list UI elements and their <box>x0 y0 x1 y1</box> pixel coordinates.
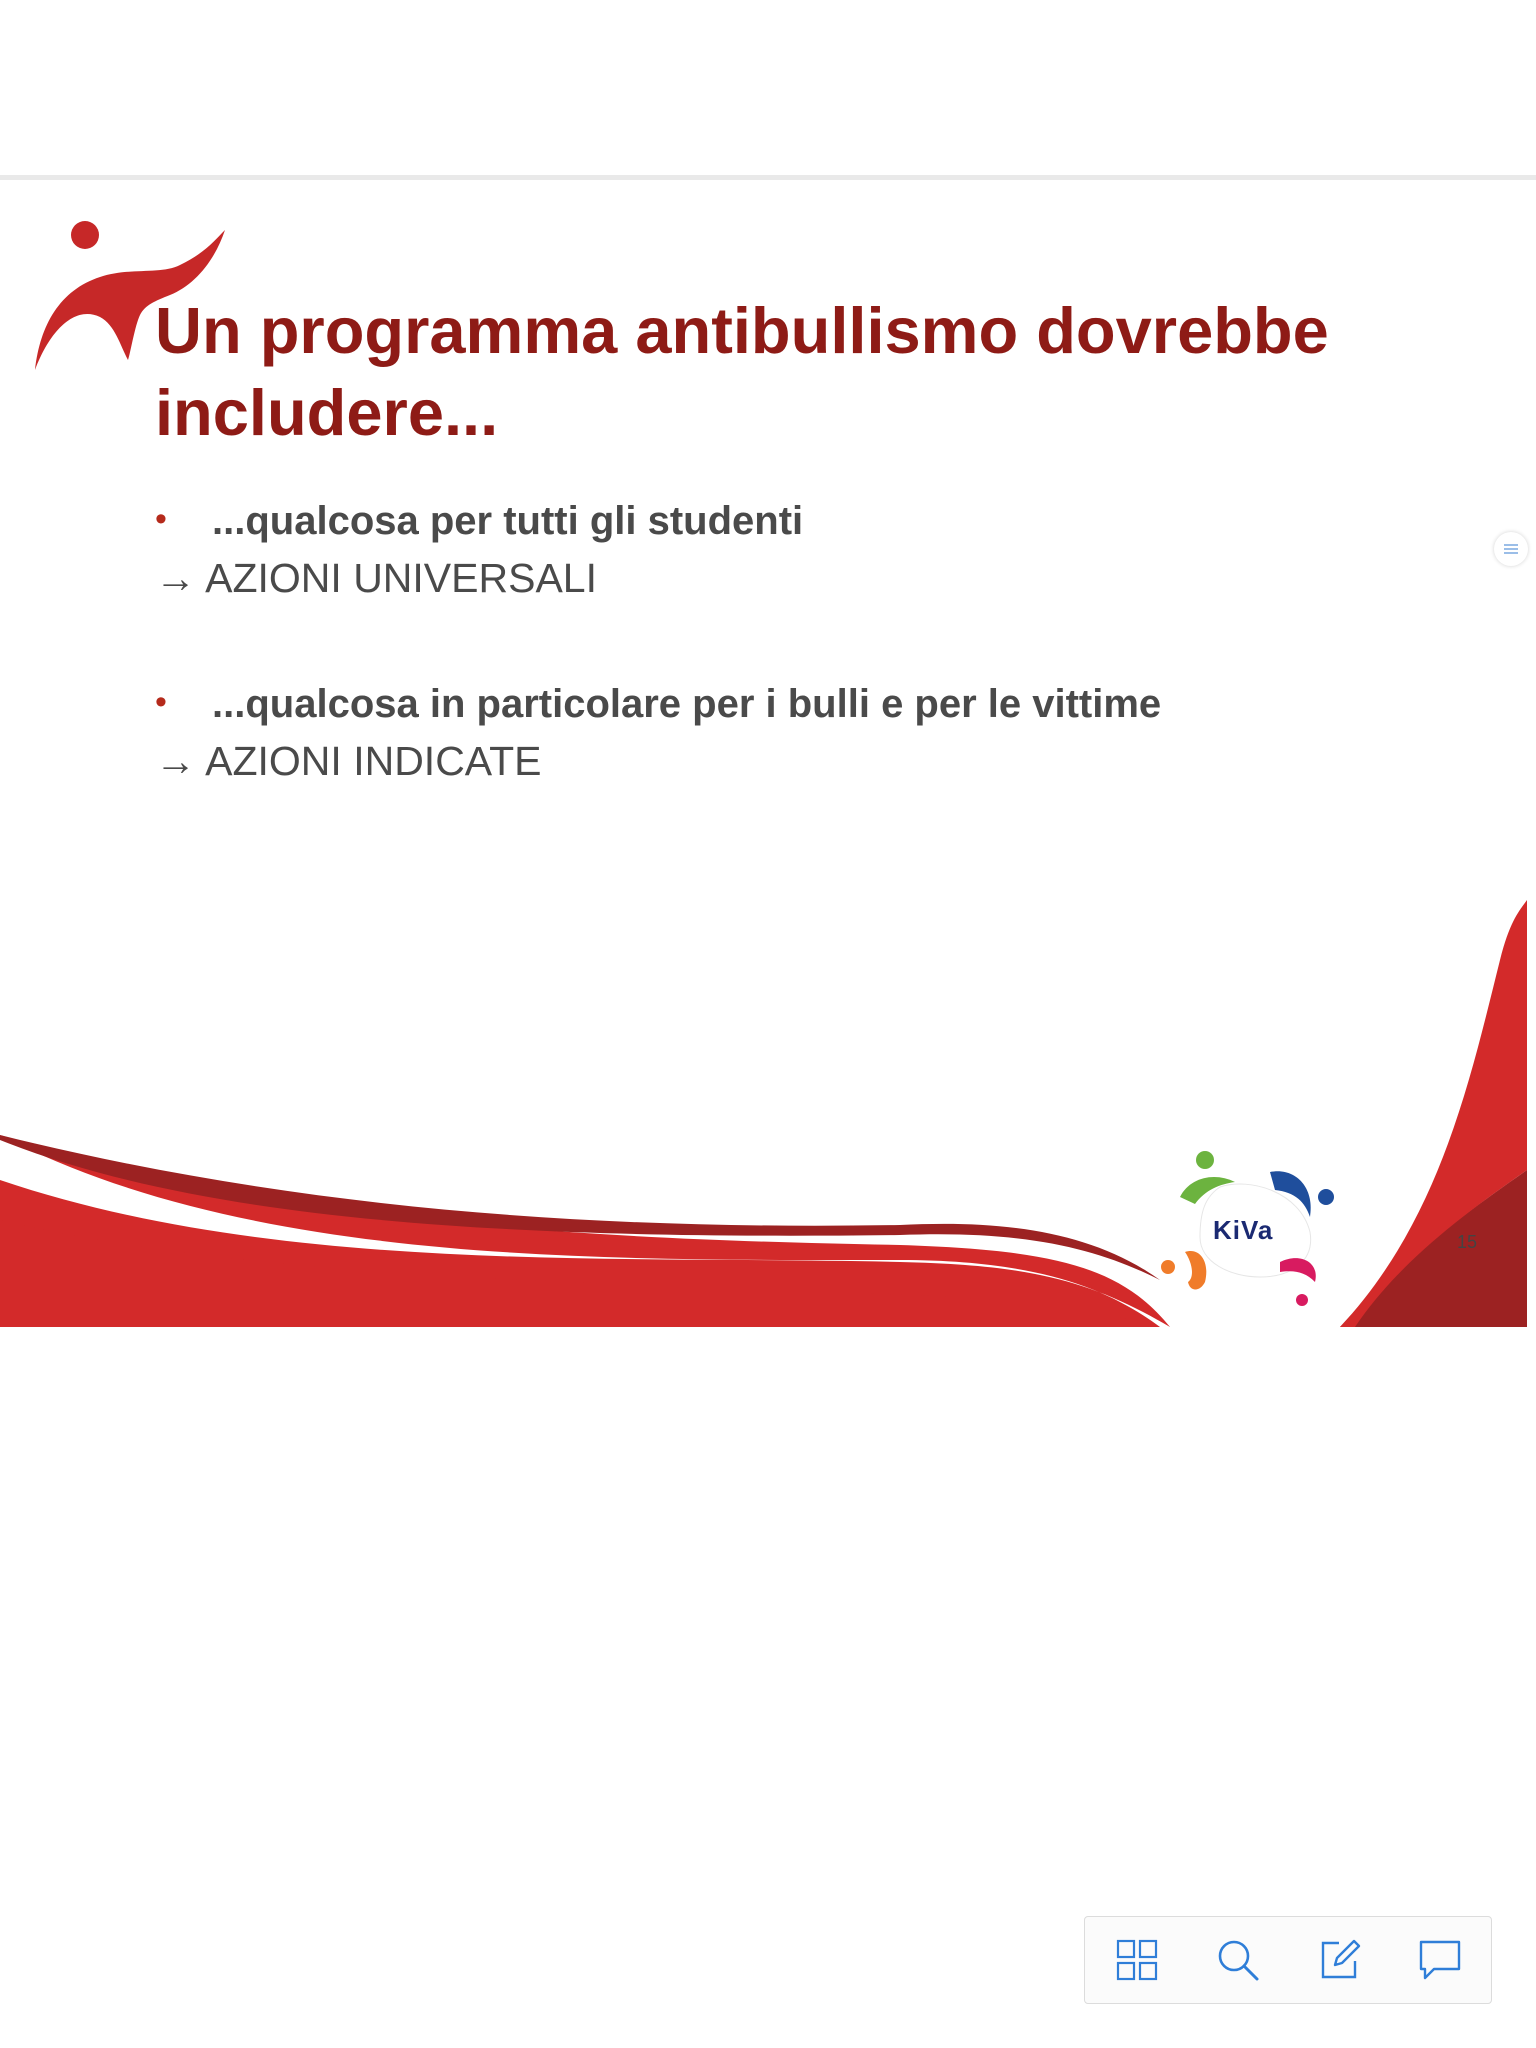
search-icon <box>1215 1937 1261 1983</box>
bullet-text: ...qualcosa in particolare per i bulli e per le vittime <box>212 682 1162 726</box>
bullet-item <box>155 495 1455 601</box>
slide-title: Un programma antibullismo dovrebbe includere... <box>155 294 1329 449</box>
bullet-marker: • <box>155 683 167 721</box>
thumbnails-button[interactable] <box>1112 1935 1162 1985</box>
comments-button[interactable] <box>1415 1935 1465 1985</box>
bullet-text: ...qualcosa per tutti gli studenti <box>212 499 804 543</box>
bullet-action: → AZIONI INDICATE <box>155 738 542 784</box>
presentation-slide <box>0 180 1527 1327</box>
search-button[interactable] <box>1213 1935 1263 1985</box>
comment-icon <box>1416 1937 1464 1983</box>
bullet-item <box>155 678 1455 784</box>
grid-icon <box>1115 1938 1159 1982</box>
bottom-toolbar <box>1084 1916 1492 2004</box>
side-panel-handle[interactable] <box>1494 532 1528 566</box>
bullet-action: → AZIONI UNIVERSALI <box>155 555 597 601</box>
bullet-marker: • <box>155 500 167 538</box>
slide-page-number: 15 <box>1457 1232 1478 1252</box>
annotate-button[interactable] <box>1315 1935 1365 1985</box>
menu-lines-icon <box>1503 542 1519 556</box>
kiva-logo-text: KiVa <box>1213 1215 1274 1245</box>
edit-icon <box>1317 1937 1363 1983</box>
